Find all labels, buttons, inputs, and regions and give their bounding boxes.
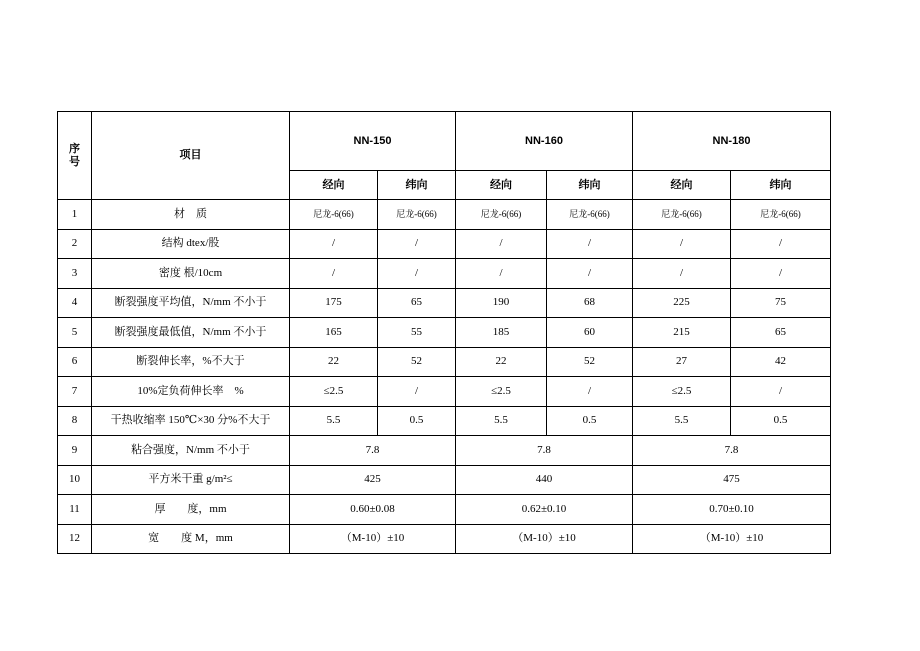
row-value-cell: 60 <box>547 318 633 348</box>
row-value-cell: 65 <box>378 288 456 318</box>
row-item-label: 干热收缩率 150℃×30 分%不大于 <box>92 406 290 436</box>
row-value-cell: 68 <box>547 288 633 318</box>
table-row <box>58 524 831 554</box>
row-value-cell: / <box>547 259 633 289</box>
row-value-cell: 55 <box>378 318 456 348</box>
row-number: 1 <box>58 200 92 230</box>
row-number: 7 <box>58 377 92 407</box>
row-value-cell: / <box>633 259 731 289</box>
row-number: 11 <box>58 495 92 525</box>
row-value-cell: / <box>731 259 831 289</box>
header-no-line2: 号 <box>69 155 80 168</box>
row-value-cell: 42 <box>731 347 831 377</box>
row-value-cell: 5.5 <box>633 406 731 436</box>
row-merged-value-cell: 475 <box>633 465 831 495</box>
row-item-label: 断裂强度最低值，N/mm 不小于 <box>92 318 290 348</box>
row-item-label: 宽 度 M，mm <box>92 524 290 554</box>
table-row <box>58 495 831 525</box>
row-value-cell: 27 <box>633 347 731 377</box>
row-number: 2 <box>58 229 92 259</box>
row-item-label: 断裂强度平均值，N/mm 不小于 <box>92 288 290 318</box>
row-value-cell: 尼龙-6(66) <box>456 200 547 230</box>
row-item-label: 材 质 <box>92 200 290 230</box>
row-value-cell: 尼龙-6(66) <box>378 200 456 230</box>
header-weft: 纬向 <box>547 171 633 200</box>
row-number: 4 <box>58 288 92 318</box>
row-number: 3 <box>58 259 92 289</box>
row-value-cell: 52 <box>547 347 633 377</box>
table-row <box>58 259 831 289</box>
row-value-cell: / <box>731 229 831 259</box>
header-item: 项目 <box>92 112 290 200</box>
spec-table <box>57 111 831 554</box>
table-row <box>58 465 831 495</box>
row-merged-value-cell: 0.70±0.10 <box>633 495 831 525</box>
row-value-cell: 尼龙-6(66) <box>290 200 378 230</box>
table-row <box>58 200 831 230</box>
row-value-cell: / <box>378 229 456 259</box>
row-value-cell: 5.5 <box>456 406 547 436</box>
row-number: 6 <box>58 347 92 377</box>
row-value-cell: / <box>731 377 831 407</box>
row-value-cell: / <box>378 377 456 407</box>
row-item-label: 结构 dtex/股 <box>92 229 290 259</box>
table-row <box>58 406 831 436</box>
header-model-nn150: NN-150 <box>290 112 456 171</box>
row-merged-value-cell: 7.8 <box>456 436 633 466</box>
row-value-cell: / <box>547 229 633 259</box>
header-model-nn180: NN-180 <box>633 112 831 171</box>
row-value-cell: ≤2.5 <box>290 377 378 407</box>
row-merged-value-cell: 7.8 <box>633 436 831 466</box>
row-value-cell: 尼龙-6(66) <box>633 200 731 230</box>
row-value-cell: / <box>547 377 633 407</box>
row-value-cell: / <box>290 259 378 289</box>
row-value-cell: 215 <box>633 318 731 348</box>
row-number: 12 <box>58 524 92 554</box>
row-value-cell: 65 <box>731 318 831 348</box>
header-no <box>58 112 92 200</box>
row-item-label: 密度 根/10cm <box>92 259 290 289</box>
row-value-cell: 尼龙-6(66) <box>547 200 633 230</box>
table-row <box>58 288 831 318</box>
row-value-cell: 225 <box>633 288 731 318</box>
row-item-label: 10%定负荷伸长率 % <box>92 377 290 407</box>
row-value-cell: 175 <box>290 288 378 318</box>
table-row <box>58 436 831 466</box>
table-row <box>58 318 831 348</box>
row-value-cell: 0.5 <box>547 406 633 436</box>
header-weft: 纬向 <box>731 171 831 200</box>
header-weft: 纬向 <box>378 171 456 200</box>
row-merged-value-cell: 0.62±0.10 <box>456 495 633 525</box>
row-value-cell: ≤2.5 <box>633 377 731 407</box>
row-value-cell: 185 <box>456 318 547 348</box>
row-value-cell: 0.5 <box>378 406 456 436</box>
header-model-nn160: NN-160 <box>456 112 633 171</box>
row-value-cell: 22 <box>456 347 547 377</box>
header-row-models <box>58 112 831 171</box>
row-value-cell: 尼龙-6(66) <box>731 200 831 230</box>
row-number: 10 <box>58 465 92 495</box>
row-value-cell: 190 <box>456 288 547 318</box>
row-value-cell: 52 <box>378 347 456 377</box>
header-no-line1: 序 <box>69 142 80 155</box>
row-item-label: 粘合强度，N/mm 不小于 <box>92 436 290 466</box>
row-merged-value-cell: （M-10）±10 <box>633 524 831 554</box>
row-merged-value-cell: （M-10）±10 <box>456 524 633 554</box>
table-row <box>58 377 831 407</box>
header-warp: 经向 <box>456 171 547 200</box>
row-value-cell: / <box>633 229 731 259</box>
row-value-cell: ≤2.5 <box>456 377 547 407</box>
row-merged-value-cell: 425 <box>290 465 456 495</box>
header-warp: 经向 <box>290 171 378 200</box>
row-item-label: 厚 度，mm <box>92 495 290 525</box>
row-value-cell: 0.5 <box>731 406 831 436</box>
row-value-cell: / <box>290 229 378 259</box>
row-value-cell: 165 <box>290 318 378 348</box>
row-value-cell: 75 <box>731 288 831 318</box>
row-number: 9 <box>58 436 92 466</box>
table-row <box>58 347 831 377</box>
table-row <box>58 229 831 259</box>
row-value-cell: / <box>456 229 547 259</box>
row-value-cell: / <box>456 259 547 289</box>
row-number: 8 <box>58 406 92 436</box>
row-merged-value-cell: （M-10）±10 <box>290 524 456 554</box>
header-warp: 经向 <box>633 171 731 200</box>
row-value-cell: / <box>378 259 456 289</box>
row-item-label: 平方米干重 g/m²≤ <box>92 465 290 495</box>
row-merged-value-cell: 440 <box>456 465 633 495</box>
row-merged-value-cell: 7.8 <box>290 436 456 466</box>
row-value-cell: 22 <box>290 347 378 377</box>
row-value-cell: 5.5 <box>290 406 378 436</box>
row-merged-value-cell: 0.60±0.08 <box>290 495 456 525</box>
row-item-label: 断裂伸长率，%不大于 <box>92 347 290 377</box>
row-number: 5 <box>58 318 92 348</box>
